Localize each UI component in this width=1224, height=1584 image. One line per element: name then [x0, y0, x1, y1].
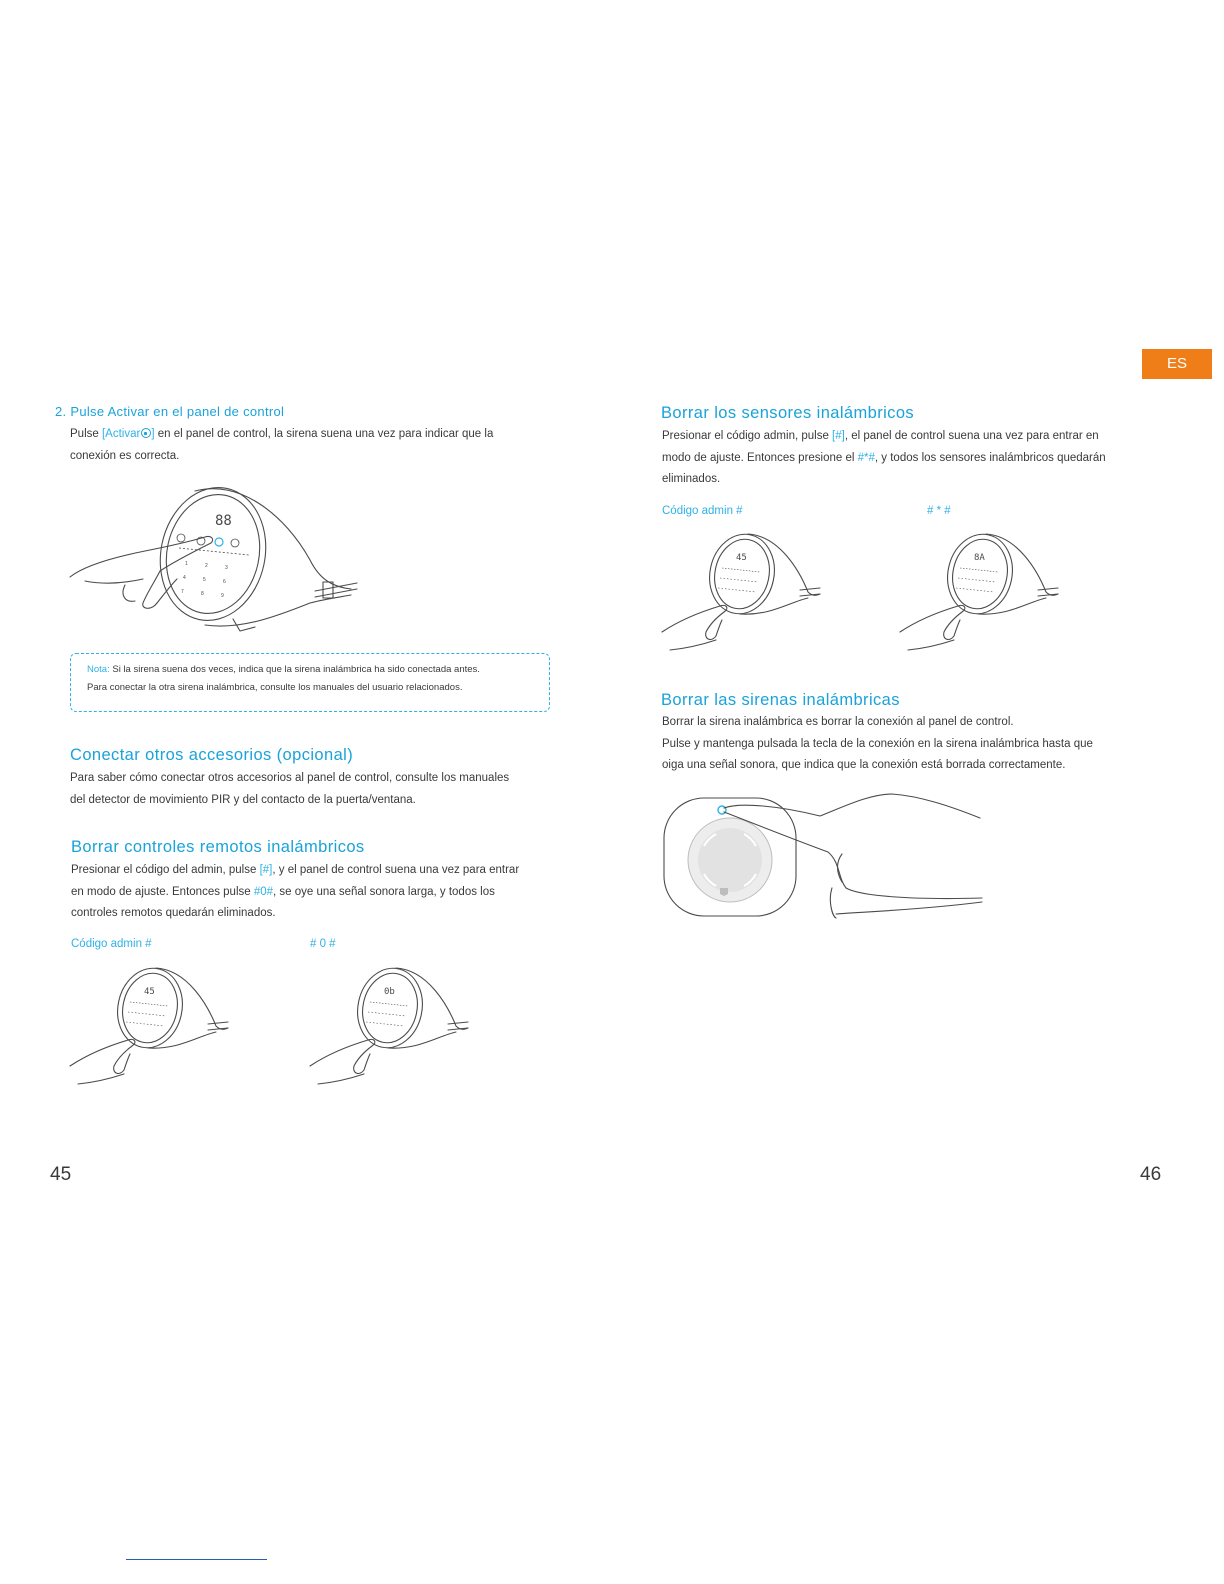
svg-text:7: 7 — [181, 589, 184, 595]
control-panel-illustration — [65, 485, 365, 635]
remotes-label-admin: Código admin # — [71, 938, 152, 950]
language-tab: ES — [1142, 349, 1212, 379]
sensors-display-star: 8A — [974, 553, 985, 563]
sensors-line-2: modo de ajuste. Entonces presione el #*#, y todos los sensores inalámbricos quedarán — [662, 451, 1106, 464]
remotes-label-0: # 0 # — [310, 938, 336, 950]
svg-text:3: 3 — [225, 565, 228, 571]
svg-text:6: 6 — [223, 579, 226, 585]
svg-text:2: 2 — [205, 563, 208, 569]
siren-illustration — [660, 792, 990, 927]
sensors-line-3: eliminados. — [662, 473, 721, 485]
remotes-text — [71, 860, 571, 925]
sirens-line-2: Pulse y mantenga pulsada la tecla de la conexión en la sirena inalámbrica hasta que — [662, 737, 1093, 750]
note-line-1: Nota: Si la sirena suena dos veces, indica que la sirena inalámbrica ha sido conectada antes. — [87, 664, 480, 675]
remotes-title: Borrar controles remotos inalámbricos — [71, 838, 365, 856]
page-number-left: 45 — [50, 1164, 72, 1185]
sirens-title: Borrar las sirenas inalámbricas — [661, 691, 900, 709]
step-line-1: Pulse [Activar ] en el panel de control, la sirena suena una vez para indicar que la — [70, 428, 494, 440]
remotes-display-admin: 45 — [144, 987, 155, 997]
hand-illustration — [70, 536, 213, 608]
note-line-2: Para conectar la otra sirena inalámbrica, consulte los manuales del usuario relacionados. — [87, 682, 463, 693]
sensors-label-star: # * # — [927, 505, 951, 517]
note-box — [70, 653, 550, 712]
sensors-text — [662, 426, 1162, 491]
accessories-line-1: Para saber cómo conectar otros accesorios al panel de control, consulte los manuales — [70, 772, 510, 784]
activate-button-highlight — [215, 538, 223, 546]
sensors-label-admin: Código admin # — [662, 505, 743, 517]
sirens-text — [662, 712, 1162, 777]
sirens-line-3: oiga una señal sonora, que indica que la conexión está borrada correctamente. — [662, 759, 1066, 771]
remotes-illustration-admin — [68, 966, 238, 1091]
page-number-right: 46 — [1140, 1164, 1162, 1185]
panel-display: 88 — [215, 513, 232, 529]
step-title-activate: 2. Pulse Activar en el panel de control — [55, 404, 285, 419]
step-line-2: conexión es correcta. — [70, 449, 180, 462]
remotes-display-0: 0b — [384, 987, 395, 997]
accessories-text — [70, 768, 560, 811]
sensors-line-1: Presionar el código admin, pulse [#], el panel de control suena una vez para entrar en — [662, 430, 1099, 442]
svg-text:1: 1 — [185, 561, 188, 567]
svg-text:9: 9 — [221, 593, 224, 599]
svg-text:4: 4 — [183, 575, 186, 581]
footer-link-underline — [126, 1559, 267, 1560]
remotes-line-3: controles remotos quedarán eliminados. — [71, 907, 276, 919]
panel-body-top — [195, 489, 351, 589]
sirens-line-1: Borrar la sirena inalámbrica es borrar la conexión al panel de control. — [662, 716, 1014, 728]
sensors-illustration-admin — [660, 532, 830, 657]
accessories-line-2: del detector de movimiento PIR y del contacto de la puerta/ventana. — [70, 793, 416, 806]
sensors-display-admin: 45 — [736, 553, 747, 563]
remotes-line-1: Presionar el código del admin, pulse [#], y el panel de control suena una vez para entrar — [71, 864, 520, 876]
sensors-illustration-star — [898, 532, 1068, 657]
activate-key: [Activar ] — [101, 428, 155, 440]
step-description — [70, 424, 550, 467]
sensors-title: Borrar los sensores inalámbricos — [661, 404, 915, 422]
svg-text:8: 8 — [201, 591, 204, 597]
svg-text:5: 5 — [203, 577, 206, 583]
remotes-line-2: en modo de ajuste. Entonces pulse #0#, se oye una señal sonora larga, y todos los — [71, 885, 495, 898]
accessories-title: Conectar otros accesorios (opcional) — [70, 746, 354, 764]
remotes-illustration-0 — [308, 966, 478, 1091]
lock-icon — [141, 428, 151, 438]
